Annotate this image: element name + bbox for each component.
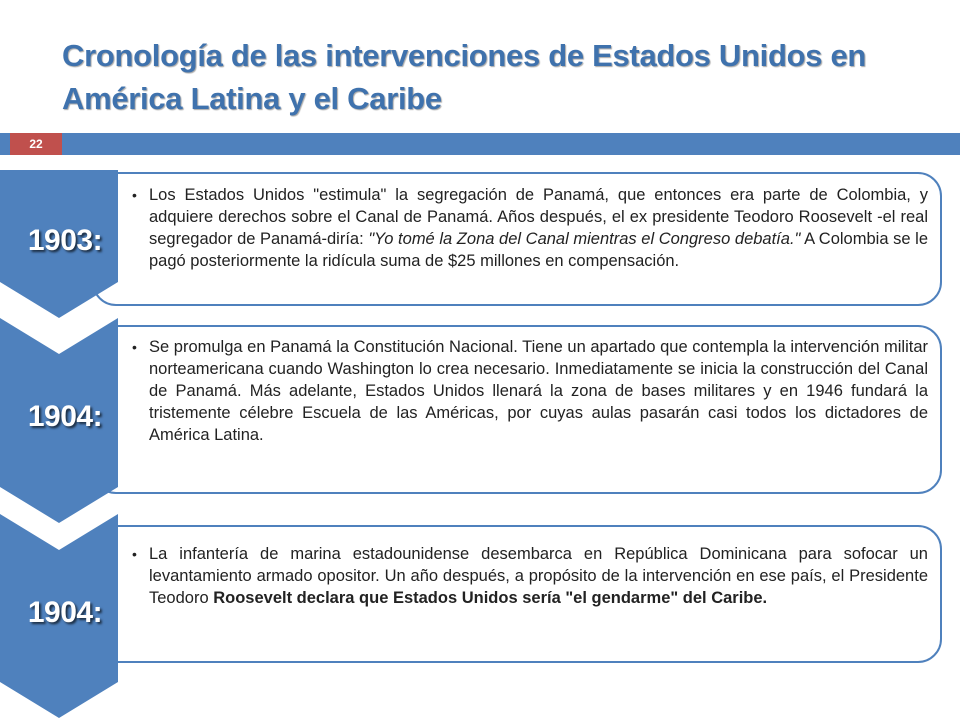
- slide-title: Cronología de las intervenciones de Estados Unidos en América Latina y el Caribe: [62, 38, 867, 116]
- timeline-text-1904-a: • Se promulga en Panamá la Constitución Nacional. Tiene un apartado que contempla la intervención militar norteamericana cuando Washington lo crea necesario. Inmediatamente se inicia la construcción del Canal de Panamá. Más adelante, Estados Unidos llenará la zona de bases militares y en 1946 fundará la tristemente célebre Escuela de las Américas, por cuyas aulas pasarán casi todos los dictadores de América Latina.: [132, 338, 928, 444]
- bullet-icon: •: [132, 339, 137, 355]
- header-bar-right: [62, 133, 960, 155]
- timeline-card-1903: [92, 172, 942, 306]
- timeline-text-1903: • Los Estados Unidos "estimula" la segregación de Panamá, que entonces era parte de Colombia, y adquiere derechos sobre el Canal de Panamá. Años después, el ex presidente Teodoro Roosevelt -el real segregador de Panamá-diría: "Yo tomé la Zona del Canal mientras el Congreso debatía." A Colombia se le pagó posteriormente la ridícula suma de $25 millones en compensación.: [132, 186, 928, 270]
- timeline-year-1904-a: 1904:: [27, 400, 103, 433]
- header-bar-left: [0, 133, 10, 155]
- bullet-icon: •: [132, 187, 137, 203]
- timeline-card-1904-a: [92, 325, 942, 494]
- timeline-year-1904-b: 1904:: [27, 596, 103, 629]
- timeline-year-1903: 1903:: [27, 224, 103, 257]
- page-number-badge: 22: [10, 133, 62, 155]
- timeline-text-1904-b: • La infantería de marina estadounidense desembarca en República Dominicana para sofocar un levantamiento armado opositor. Un año después, a propósito de la intervención en ese país, el Presidente Teodoro Roosevelt declara que Estados Unidos sería "el gendarme" del Caribe.: [132, 545, 928, 607]
- timeline-card-1904-b: [92, 525, 942, 663]
- bullet-icon: •: [132, 546, 137, 562]
